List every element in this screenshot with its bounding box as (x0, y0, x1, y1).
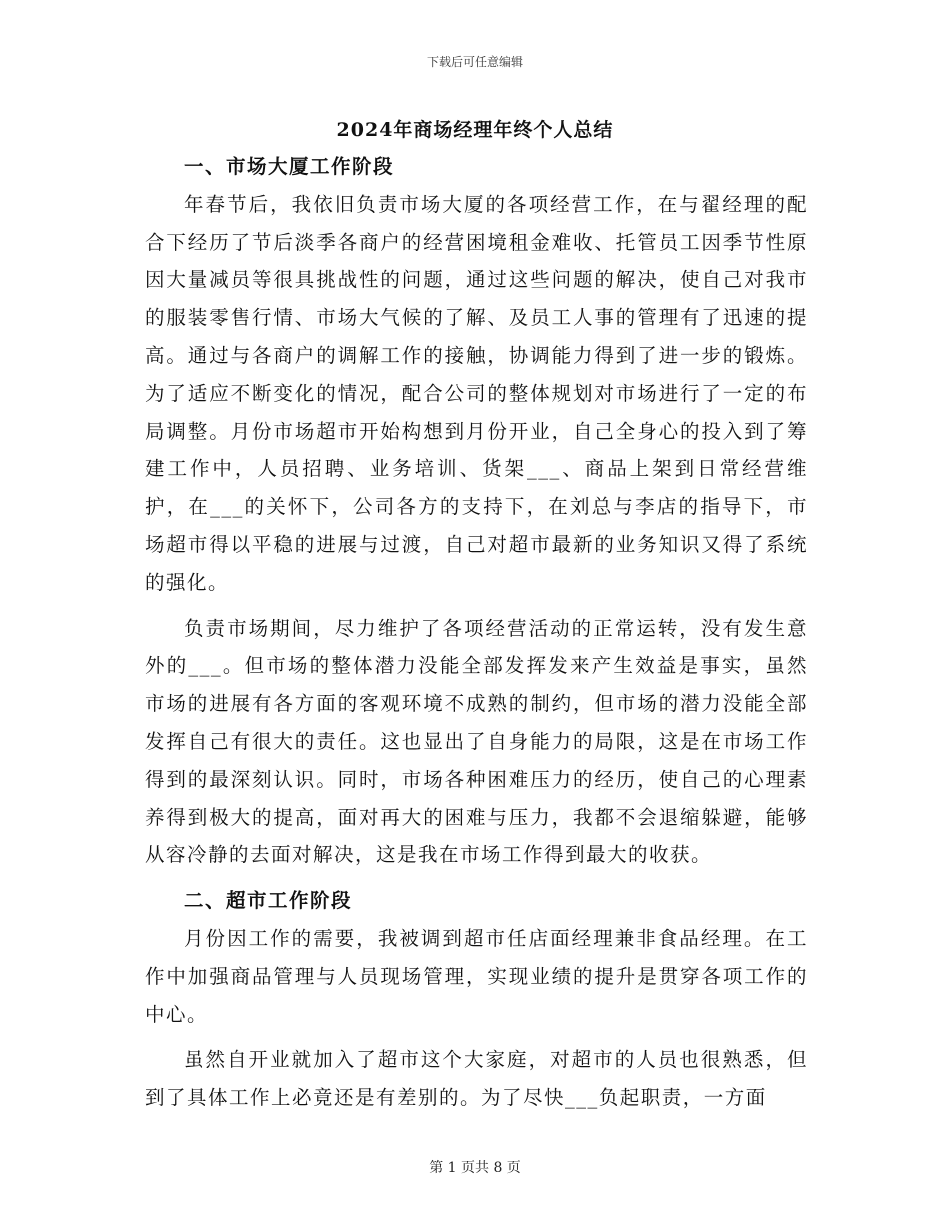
page-footer: 第 1 页共 8 页 (429, 1160, 521, 1176)
paragraph: 年春节后，我依旧负责市场大厦的各项经营工作，在与翟经理的配合下经历了节后淡季各商户的经营困境租金难收、托管员工因季节性原因大量减员等很具挑战性的问题，通过这些问题的解决，使自己对我市的服装零售行情、市场大气候的了解、及员工人事的管理有了迅速的提高。通过与各商户的调解工作的接触，协调能力得到了进一步的锻炼。为了适应不断变化的情况，配合公司的整体规划对市场进行了一定的布局调整。月份市场超市开始构想到月份开业，自己全身心的投入到了筹建工作中，人员招聘、业务培训、货架___、商品上架到日常经营维护，在___的关怀下，公司各方的支持下，在刘总与李店的指导下，市场超市得以平稳的进展与过渡，自己对超市最新的业务知识又得了系统的强化。 (145, 192, 808, 594)
document-title: 2024年商场经理年终个人总结 (336, 119, 614, 141)
page-header: 下载后可任意编辑 (426, 55, 523, 69)
section-heading-1: 一、市场大厦工作阶段 (184, 155, 395, 178)
document-body (145, 148, 808, 1117)
paragraph: 负责市场期间，尽力维护了各项经营活动的正常运转，没有发生意外的___。但市场的整体潜力没能全部发挥发来产生效益是事实，虽然市场的进展有各方面的客观环境不成熟的制约，但市场的潜力没能全部发挥自己有很大的责任。这也显出了自身能力的局限，这是在市场工作得到的最深刻认识。同时，市场各种困难压力的经历，使自己的心理素养得到极大的提高，面对再大的困难与压力，我都不会退缩躲避，能够从容冷静的去面对解决，这是我在市场工作得到最大的收获。 (145, 616, 808, 867)
paragraph: 月份因工作的需要，我被调到超市任店面经理兼非食品经理。在工作中加强商品管理与人员现场管理，实现业绩的提升是贯穿各项工作的中心。 (145, 926, 808, 1026)
section-heading-2: 二、超市工作阶段 (184, 889, 353, 913)
paragraph: 虽然自开业就加入了超市这个大家庭，对超市的人员也很熟悉，但到了具体工作上必竟还是有差别的。为了尽快___负起职责，一方面 (145, 1048, 808, 1110)
